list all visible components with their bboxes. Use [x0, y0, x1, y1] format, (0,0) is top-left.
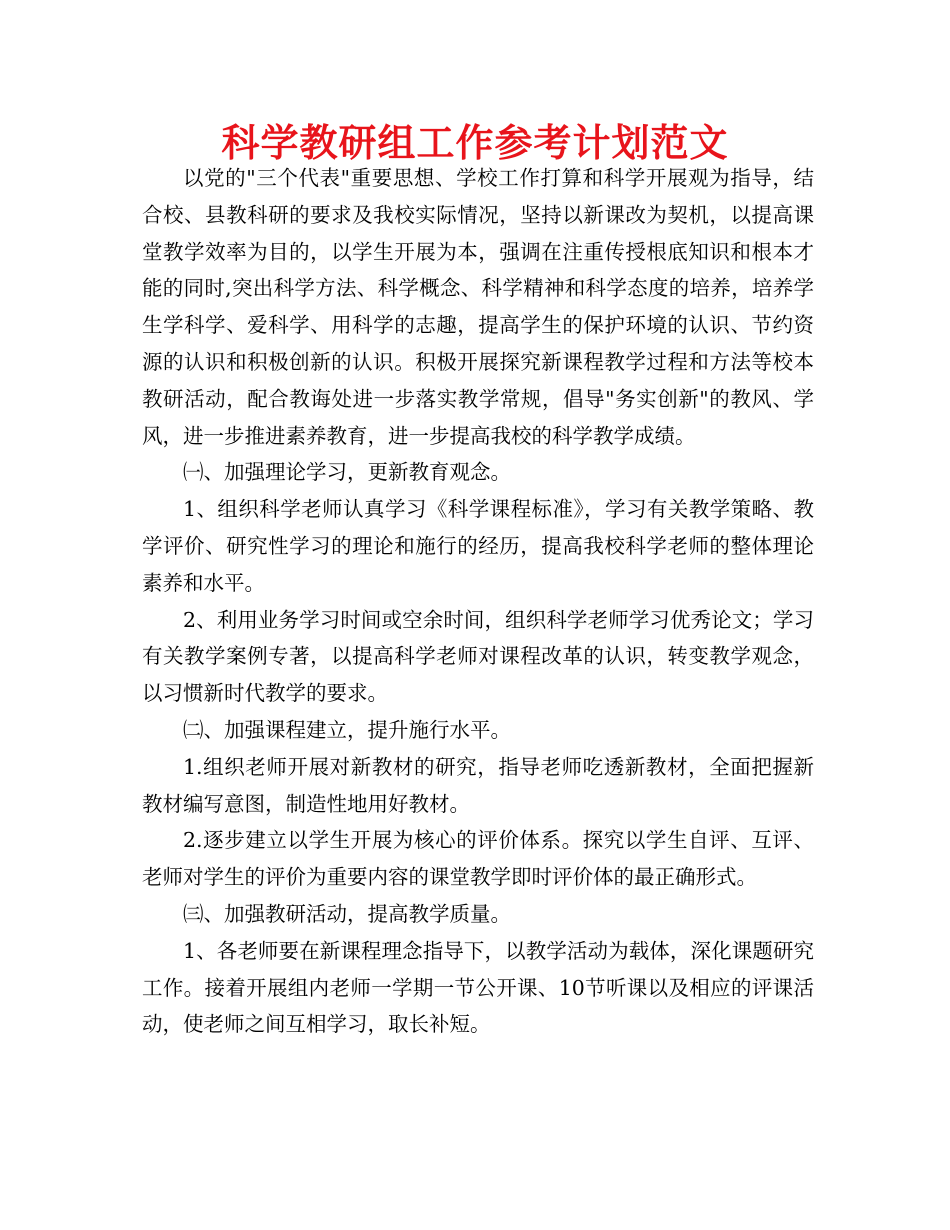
- section-2-item-1: 1.组织老师开展对新教材的研究，指导老师吃透新教材，全面把握新教材编写意图，制造性地用好教材。: [142, 754, 814, 816]
- document-title: 科学教研组工作参考计划范文: [221, 121, 729, 165]
- section-heading-1: ㈠、加强理论学习，更新教育观念。: [183, 460, 511, 485]
- section-1-item-1: 1、组织科学老师认真学习《科学课程标准》，学习有关教学策略、教学评价、研究性学习的理论和施行的经历，提高我校科学老师的整体理论素养和水平。: [142, 497, 814, 595]
- section-heading-2: ㈡、加强课程建立，提升施行水平。: [183, 717, 511, 742]
- document-body: [142, 160, 814, 1043]
- section-1-item-2: 2、利用业务学习时间或空余时间，组织科学老师学习优秀论文；学习有关教学案例专著，以提高科学老师对课程改革的认识，转变教学观念，以习惯新时代教学的要求。: [142, 607, 814, 706]
- section-heading-3: ㈢、加强教研活动，提高教学质量。: [183, 901, 511, 926]
- intro-paragraph: 以党的"三个代表"重要思想、学校工作打算和科学开展观为指导，结合校、县教科研的要求及我校实际情况，坚持以新课改为契机，以提高课堂教学效率为目的，以学生开展为本，强调在注重传授根底知识和根本才能的同时,突出科学方法、科学概念、科学精神和科学态度的培养，培养学生学科学、爱科学、用科学的志趣，提高学生的保护环境的认识、节约资源的认识和积极创新的认识。积极开展探究新课程教学过程和方法等校本教研活动，配合教诲处进一步落实教学常规，倡导"务实创新"的教风、学风，进一步推进素养教育，进一步提高我校的科学教学成绩。: [142, 166, 814, 448]
- section-3-item-1: 1、各老师要在新课程理念指导下，以教学活动为载体，深化课题研究工作。接着开展组内老师一学期一节公开课、10节听课以及相应的评课活动，使老师之间互相学习，取长补短。: [142, 938, 814, 1037]
- section-2-item-2: 2.逐步建立以学生开展为核心的评价体系。探究以学生自评、互评、老师对学生的评价为重要内容的课堂教学即时评价体的最正确形式。: [142, 828, 814, 890]
